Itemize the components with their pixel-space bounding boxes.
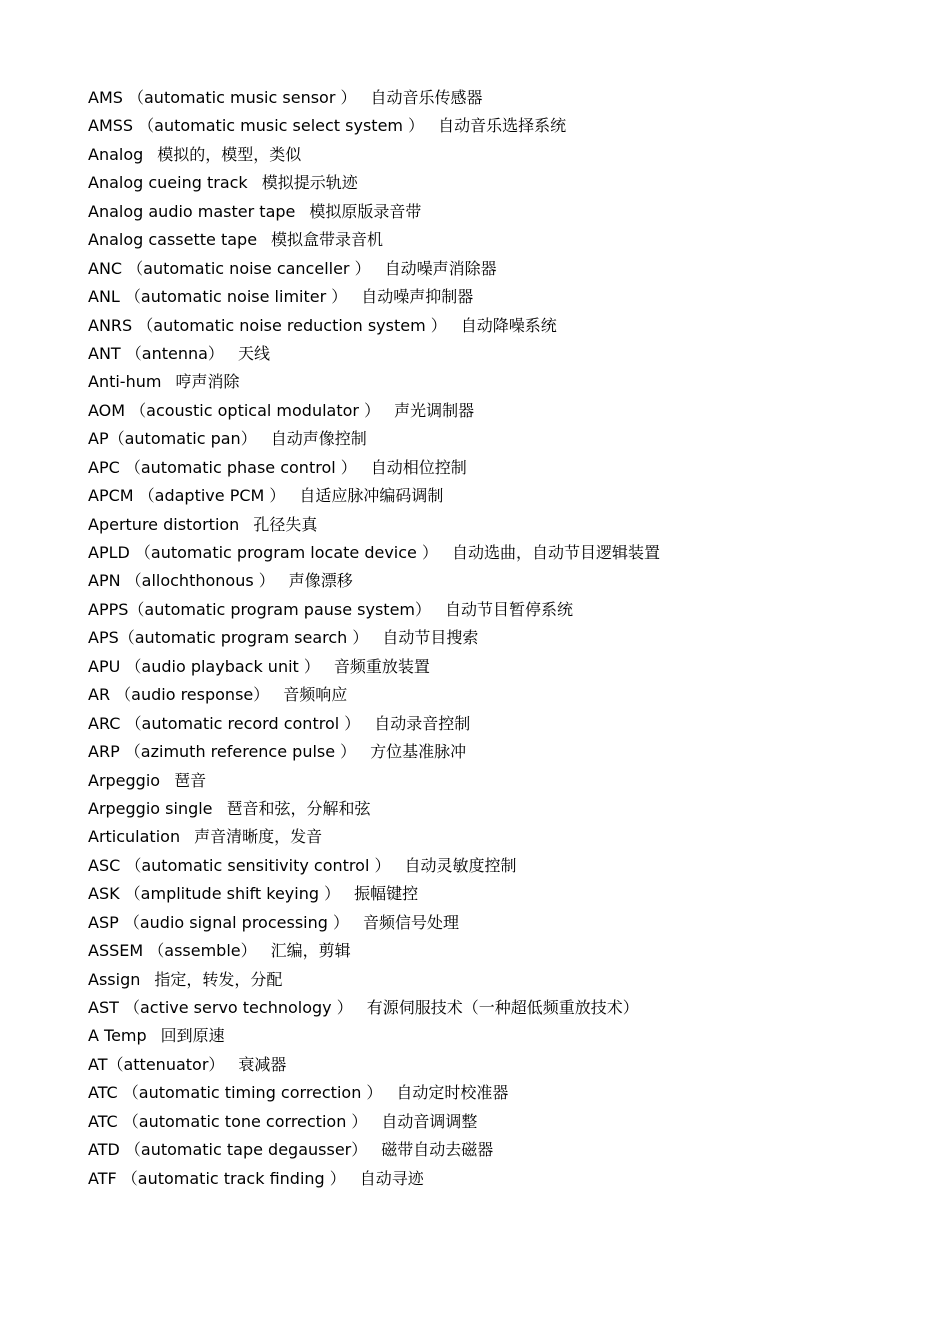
entry-translation: 音频重放装置 (333, 656, 430, 676)
glossary-entry (88, 968, 888, 996)
entry-term: ARP （azimuth reference pulse ） (88, 742, 357, 762)
entry-term: ANRS （automatic noise reduction system ） (88, 315, 447, 335)
entry-translation: 汇编，剪辑 (270, 941, 351, 961)
entry-term: ARC （automatic record control ） (88, 713, 361, 733)
entry-term: Anti-hum (88, 372, 162, 392)
entry-translation: 声音清晰度，发音 (194, 827, 323, 847)
glossary-entry (88, 1167, 888, 1195)
entry-term: ASSEM （assemble） (88, 941, 257, 961)
entry-translation: 琶音 (174, 770, 207, 790)
glossary-entry (88, 683, 888, 711)
entry-term: Analog (88, 144, 144, 164)
entry-term: ATD （automatic tape degausser） (88, 1140, 368, 1160)
entry-term: A Temp (88, 1026, 147, 1046)
entry-term: APPS（automatic program pause system） (88, 599, 431, 619)
glossary-entry (88, 399, 888, 427)
entry-term: ASK （amplitude shift keying ） (88, 884, 341, 904)
glossary-entry (88, 1081, 888, 1109)
glossary-entry (88, 513, 888, 541)
entry-term: Arpeggio single (88, 798, 213, 818)
entry-translation: 自动降噪系统 (460, 315, 557, 335)
glossary-entry (88, 541, 888, 569)
entry-term: ATC （automatic tone correction ） (88, 1111, 368, 1131)
entry-term: Analog audio master tape (88, 201, 296, 221)
entry-term: AMS （automatic music sensor ） (88, 88, 357, 107)
entry-translation: 方位基准脉冲 (370, 742, 467, 762)
glossary-entry (88, 626, 888, 654)
glossary-entry (88, 114, 888, 142)
entry-translation: 自动录音控制 (374, 713, 471, 733)
entry-translation: 哼声消除 (175, 372, 240, 392)
entry-translation: 衰减器 (238, 1054, 287, 1074)
glossary-entry (88, 1024, 888, 1052)
entry-term: AOM （acoustic optical modulator ） (88, 400, 381, 420)
entry-translation: 模拟的，模型，类似 (157, 144, 302, 164)
entry-term: AP（automatic pan） (88, 429, 257, 449)
entry-term: Analog cueing track (88, 173, 248, 193)
entry-translation: 自动节目暂停系统 (445, 599, 574, 619)
glossary-entry (88, 484, 888, 512)
glossary-entry (88, 427, 888, 455)
entry-term: Aperture distortion (88, 514, 240, 534)
entry-translation: 自动音调调整 (381, 1111, 478, 1131)
entry-translation: 天线 (237, 343, 270, 363)
glossary-entry (88, 996, 888, 1024)
entry-translation: 自动灵敏度控制 (404, 855, 517, 875)
glossary-entry (88, 456, 888, 484)
glossary-list (88, 86, 888, 1195)
glossary-entry (88, 569, 888, 597)
entry-translation: 自动噪声消除器 (384, 258, 497, 278)
glossary-entry (88, 228, 888, 256)
glossary-entry (88, 797, 888, 825)
entry-translation: 自动选曲，自动节目逻辑装置 (451, 543, 660, 562)
entry-translation: 自动定时校准器 (396, 1083, 509, 1103)
glossary-entry (88, 825, 888, 853)
entry-translation: 自动相位控制 (370, 457, 467, 477)
glossary-entry (88, 314, 888, 342)
glossary-entry (88, 257, 888, 285)
entry-term: APC （automatic phase control ） (88, 457, 357, 477)
entry-translation: 有源伺服技术（一种超低频重放技术） (366, 998, 639, 1017)
entry-translation: 自动声像控制 (270, 429, 367, 449)
entry-translation: 磁带自动去磁器 (381, 1140, 494, 1160)
entry-term: ANC （automatic noise canceller ） (88, 258, 371, 278)
entry-term: APS（automatic program search ） (88, 628, 369, 648)
entry-term: AT（attenuator） (88, 1054, 225, 1074)
entry-translation: 振幅键控 (354, 884, 419, 904)
entry-term: AR （audio response） (88, 685, 270, 705)
entry-translation: 自动音乐传感器 (370, 88, 483, 107)
entry-term: AMSS （automatic music select system ） (88, 116, 425, 136)
glossary-entry (88, 86, 888, 114)
entry-translation: 自动噪声抑制器 (361, 287, 474, 307)
entry-translation: 模拟原版录音带 (309, 201, 422, 221)
entry-term: ASP （audio signal processing ） (88, 912, 349, 932)
glossary-entry (88, 143, 888, 171)
glossary-entry (88, 655, 888, 683)
glossary-entry (88, 939, 888, 967)
glossary-entry (88, 712, 888, 740)
entry-term: ANT （antenna） (88, 343, 224, 363)
entry-term: AST （active servo technology ） (88, 998, 353, 1017)
glossary-entry (88, 882, 888, 910)
entry-translation: 自动节目搜索 (382, 628, 479, 648)
entry-term: Analog cassette tape (88, 230, 258, 250)
entry-translation: 回到原速 (160, 1026, 225, 1046)
entry-translation: 自适应脉冲编码调制 (299, 486, 444, 506)
glossary-entry (88, 769, 888, 797)
entry-term: APLD （automatic program locate device ） (88, 543, 438, 562)
entry-term: ATC （automatic timing correction ） (88, 1083, 383, 1103)
entry-translation: 孔径失真 (253, 514, 318, 534)
glossary-entry (88, 200, 888, 228)
entry-term: Arpeggio (88, 770, 161, 790)
entry-term: Articulation (88, 827, 181, 847)
glossary-entry (88, 1110, 888, 1138)
entry-translation: 模拟盒带录音机 (271, 230, 384, 250)
entry-translation: 声像漂移 (288, 571, 353, 591)
entry-term: ATF （automatic track finding ） (88, 1168, 346, 1188)
entry-term: APN （allochthonous ） (88, 571, 275, 591)
entry-term: ANL （automatic noise limiter ） (88, 287, 348, 307)
entry-translation: 音频响应 (283, 685, 348, 705)
entry-term: ASC （automatic sensitivity control ） (88, 855, 391, 875)
glossary-entry (88, 598, 888, 626)
entry-translation: 自动寻迹 (359, 1168, 424, 1188)
glossary-entry (88, 911, 888, 939)
entry-translation: 声光调制器 (394, 400, 475, 420)
glossary-entry (88, 854, 888, 882)
entry-term: APCM （adaptive PCM ） (88, 486, 286, 506)
glossary-entry (88, 740, 888, 768)
glossary-entry (88, 370, 888, 398)
entry-term: Assign (88, 969, 141, 989)
entry-translation: 模拟提示轨迹 (261, 173, 358, 193)
entry-translation: 音频信号处理 (363, 912, 460, 932)
glossary-entry (88, 1138, 888, 1166)
entry-translation: 指定，转发，分配 (154, 969, 283, 989)
glossary-entry (88, 342, 888, 370)
entry-translation: 自动音乐选择系统 (438, 116, 567, 136)
glossary-entry (88, 171, 888, 199)
entry-term: APU （audio playback unit ） (88, 656, 320, 676)
glossary-entry (88, 1053, 888, 1081)
glossary-entry (88, 285, 888, 313)
entry-translation: 琶音和弦，分解和弦 (226, 798, 371, 818)
